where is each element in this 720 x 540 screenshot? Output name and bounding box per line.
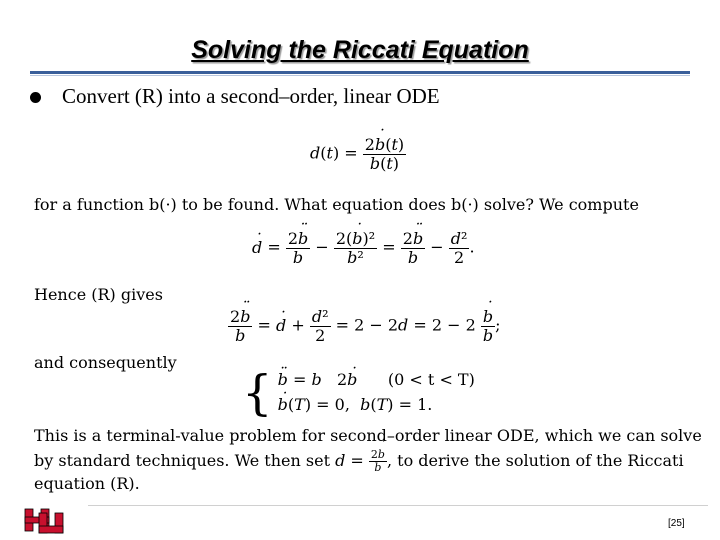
text-terminal-line-1: This is a terminal-value problem for second–order linear ODE, which we can solve [34, 426, 702, 445]
text-function-line: for a function b(·) to be found. What equation does b(·) solve? We compute [34, 195, 639, 214]
bullet-icon [30, 92, 41, 103]
text-terminal-line-2b: , to derive the solution of the Riccati [386, 451, 684, 471]
interval-text: (0 < t < T) [387, 370, 475, 389]
title-rule [30, 71, 690, 74]
uh-logo-icon [22, 506, 68, 536]
footer-divider [88, 505, 708, 506]
text-terminal-line-2: by standard techniques. We then set d = $\frac{2b ˙}{b}$ , to derive the solution of the Riccati [34, 449, 684, 474]
text-terminal-line-2a: by standard techniques. We then set [34, 451, 330, 471]
equation-r-gives: $\frac{2b ¨}{b}$ = d ˙ + $\frac{\text{d²}}{2}$ = 2 − 2d = 2 − 2 $\frac{b ˙}{b}$ ; [228, 308, 501, 344]
equation-system: { b ¨ = b 2b ˙ (0 < t < T) b ˙(T) = 0, b(T) = 1. [242, 368, 475, 418]
slide-title: Solving the Riccati Equation [191, 36, 529, 64]
bullet-text: Convert (R) into a second–order, linear ODE [62, 84, 440, 108]
text-consequently-line: and consequently [34, 353, 177, 372]
title-rule-shadow [30, 75, 690, 76]
page-number: [25] [668, 518, 685, 529]
equation-d-definition: d(t) = $\frac{2b ˙(t)}{b(t)}$ [310, 136, 406, 172]
text-hence-line: Hence (R) gives [34, 285, 163, 304]
text-terminal-line-3: equation (R). [34, 474, 140, 493]
equation-d-dot: d ˙ = $\frac{2b ¨}{b}$ − $\frac{\text{2(b ˙)²}}{\text{b²}}$ = $\frac{2b ¨}{b}$ − $\frac{\text{d²}}{2}$ . [252, 230, 475, 266]
